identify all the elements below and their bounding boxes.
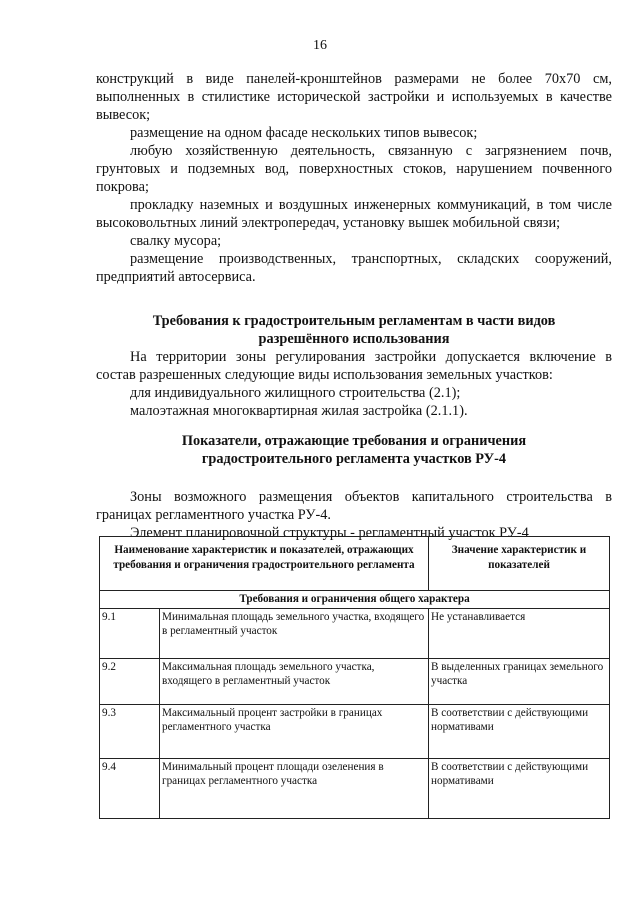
section-heading-line: разрешённого использования xyxy=(258,331,450,347)
regulation-table xyxy=(99,536,610,819)
paragraph: На территории зоны регулирования застройки допускается включение в состав разрешенных следующие виды использования земельных участков: xyxy=(96,349,612,383)
header-value-cell: Значение характеристик и показателей xyxy=(429,537,610,591)
row-value: В соответствии с действующими нормативами xyxy=(429,704,610,758)
list-item: конструкций в виде панелей-кронштейнов размерами не более 70х70 см, выполненных в стилистике исторической застройки и используемых в качестве вывесок; xyxy=(96,71,612,123)
row-value: Не устанавливается xyxy=(429,608,610,658)
row-name: Максимальный процент застройки в границах регламентного участка xyxy=(160,704,429,758)
list-item: свалку мусора; xyxy=(130,233,222,249)
list-item: прокладку наземных и воздушных инженерных коммуникаций, в том числе высоковольтных линий электропередач, установку вышек мобильной связи; xyxy=(96,197,612,231)
page-number: 16 xyxy=(313,38,327,53)
permitted-use-item: малоэтажная многоквартирная жилая застройка (2.1.1). xyxy=(130,403,468,419)
header-name-cell: Наименование характеристик и показателей, отражающих требования и ограничения градостроительного регламента xyxy=(100,537,429,591)
prohibitions-list xyxy=(96,70,612,286)
table-caption: Элемент планировочной структуры - регламентный участок РУ-4 xyxy=(130,525,529,541)
list-item: любую хозяйственную деятельность, связанную с загрязнением почв, грунтовых и подземных вод, поверхностных стоков, нарушением почвенного покрова; xyxy=(96,143,612,195)
permitted-use-item: для индивидуального жилищного строительства (2.1); xyxy=(130,385,461,401)
paragraph: Зоны возможного размещения объектов капитального строительства в границах регламентного участка РУ-4. xyxy=(96,489,612,523)
section-heading-line: Показатели, отражающие требования и ограничения xyxy=(181,433,527,449)
row-value: В соответствии с действующими нормативами xyxy=(429,758,610,818)
section-heading-line: градостроительного регламента участков РУ-4 xyxy=(201,451,507,467)
list-item: размещение на одном фасаде нескольких типов вывесок; xyxy=(130,125,478,141)
subheader-cell: Требования и ограничения общего характера xyxy=(100,591,610,609)
table-header-row xyxy=(100,537,610,591)
row-name: Минимальный процент площади озеленения в границах регламентного участка xyxy=(160,758,429,818)
table-row xyxy=(100,704,610,758)
section-heading-line: Требования к градостроительным регламентам в части видов xyxy=(152,313,556,329)
row-number: 9.2 xyxy=(100,658,160,704)
section-indicators xyxy=(96,432,612,542)
table-row xyxy=(100,758,610,818)
row-number: 9.4 xyxy=(100,758,160,818)
row-number: 9.1 xyxy=(100,608,160,658)
row-value: В выделенных границах земельного участка xyxy=(429,658,610,704)
table-row xyxy=(100,608,610,658)
table-row xyxy=(100,658,610,704)
row-name: Максимальная площадь земельного участка, входящего в регламентный участок xyxy=(160,658,429,704)
list-item: размещение производственных, транспортных, складских сооружений, предприятий автосервиса. xyxy=(96,251,612,285)
section-permitted-uses xyxy=(96,312,612,420)
row-name: Минимальная площадь земельного участка, входящего в регламентный участок xyxy=(160,608,429,658)
row-number: 9.3 xyxy=(100,704,160,758)
table-subheader-row xyxy=(100,591,610,609)
